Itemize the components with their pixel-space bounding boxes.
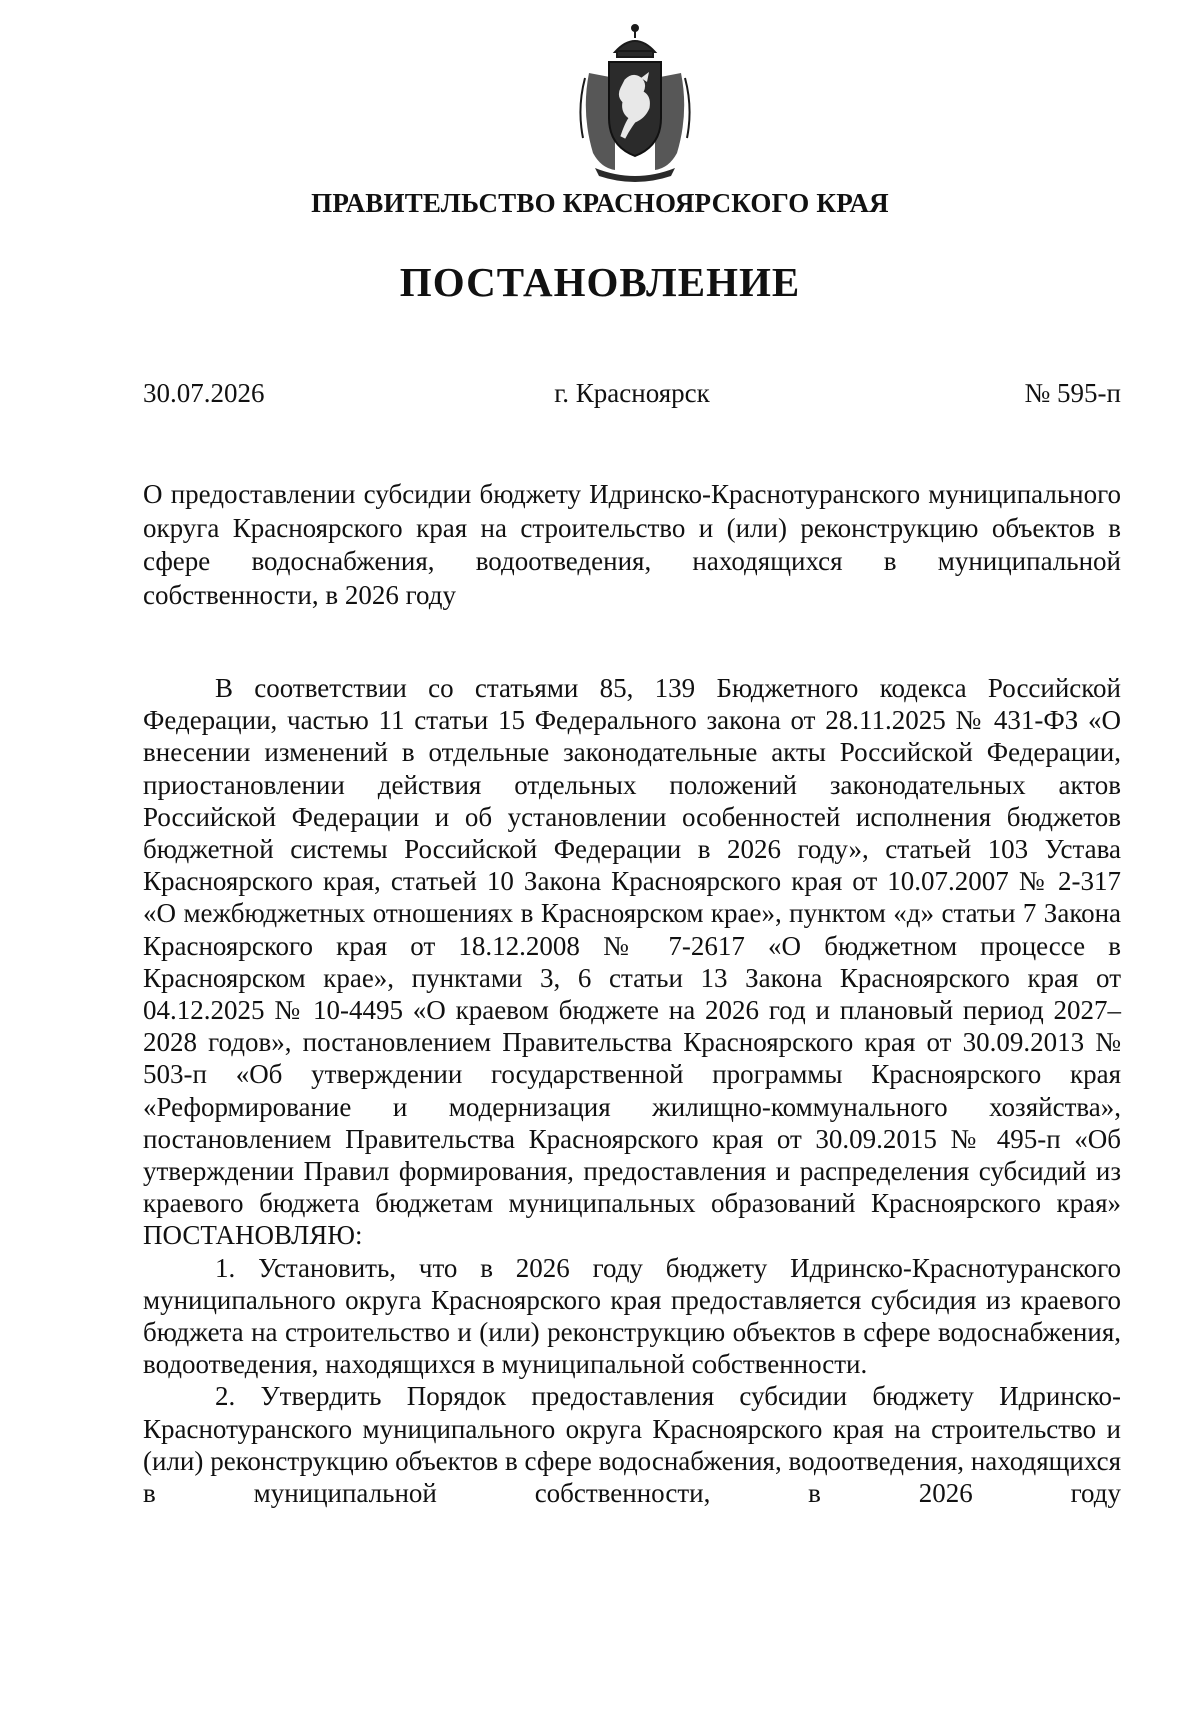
body-item-1: 1. Установить, что в 2026 году бюджету Идринско-Краснотуранского муниципального округа Красноярского края предоставляется субсидия из краевого бюджета на строительство и (или) реконструкцию объектов в сфере водоснабжения, водоотведения, находящихся в муниципальной собственности. [143,1252,1121,1380]
document-number: № 595-п [1024,378,1121,408]
body-preamble: В соответствии со статьями 85, 139 Бюджетного кодекса Российской Федерации, частью 11 статьи 15 Федерального закона от 28.11.2025 № 431-ФЗ «О внесении изменений в отдельные законодательные акты Российской Федерации, приостановлении действия отдельных положений законодательных актов Российской Федерации и об установлении особенностей исполнения бюджетов бюджетной системы Российской Федерации в 2026 году», статьей 103 Устава Красноярского края, статьей 10 Закона Красноярского края от 10.07.2007 № 2-317 «О межбюджетных отношениях в Красноярском крае», пунктом «д» статьи 7 Закона Красноярского края от 18.12.2008 № 7-2617 «О бюджетном процессе в Красноярском крае», пунктами 3, 6 статьи 13 Закона Красноярского края от 04.12.2025 № 10-4495 «О краевом бюджете на 2026 год и плановый период 2027–2028 годов», постановлением Правительства Красноярского края от 30.09.2013 № 503-п «Об утверждении государственной программы Красноярского края «Реформирование и модернизация жилищно-коммунального хозяйства», постановлением Правительства Красноярского края от 30.09.2015 № 495-п «Об утверждении Правил формирования, предоставления и распределения субсидий из краевого бюджета бюджетам муниципальных образований Красноярского края» ПОСТАНОВЛЯЮ: [143,673,1121,1251]
document-body [143,672,1121,1509]
document-meta-row [143,378,1121,412]
coat-of-arms-icon [575,18,695,183]
body-item-2: 2. Утвердить Порядок предоставления субсидии бюджету Идринско-Краснотуранского муниципального округа Красноярского края на строительство и (или) реконструкцию объектов в сфере водоснабжения, водоотведения, находящихся в муниципальной собственности, в 2026 году [143,1381,1121,1509]
document-date: 30.07.2026 [143,378,265,408]
government-title: ПРАВИТЕЛЬСТВО КРАСНОЯРСКОГО КРАЯ [311,188,889,218]
document-subject: О предоставлении субсидии бюджету Идринско-Краснотуранского муниципального округа Красноярского края на строительство и (или) реконструкцию объектов в сфере водоснабжения, водоотведения, находящихся в муниципальной собственности, в 2026 году [143,479,1121,610]
document-type-title: ПОСТАНОВЛЕНИЕ [399,259,801,305]
document-city: г. Красноярск [554,378,710,408]
